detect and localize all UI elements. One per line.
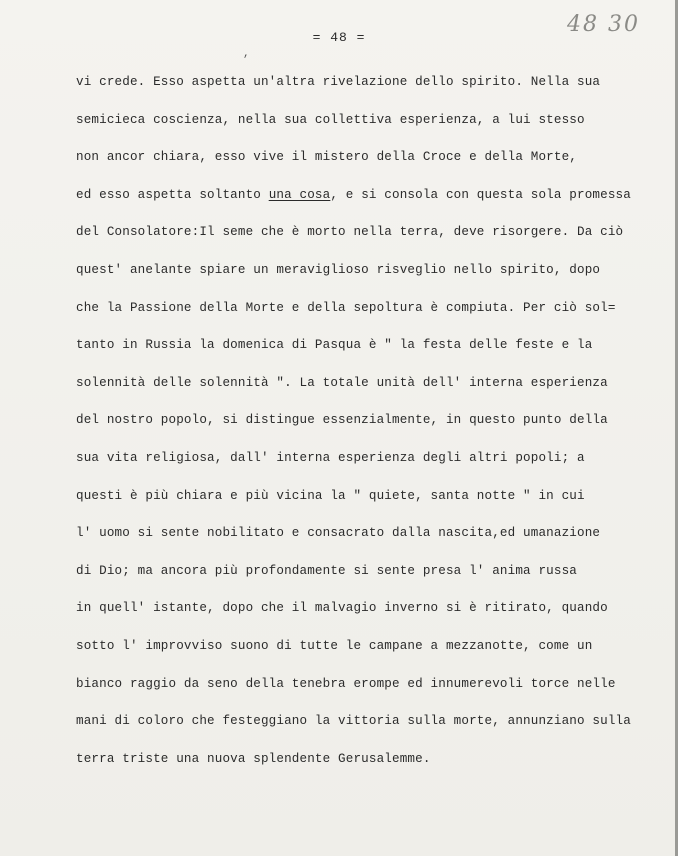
underlined-phrase: una cosa <box>268 187 331 202</box>
text-line: semicieca coscienza, nella sua collettiva esperienza, a lui stesso <box>76 112 585 127</box>
text-line: di Dio; ma ancora più profondamente si sente presa l' anima russa <box>76 563 577 578</box>
text-line: solennità delle solennità ". La totale unità dell' interna esperienza <box>76 375 608 390</box>
text-line: in quell' istante, dopo che il malvagio inverno si è ritirato, quando <box>76 601 608 616</box>
text-line: sua vita religiosa, dall' interna esperienza degli altri popoli; a <box>76 450 585 465</box>
text-line: bianco raggio da seno della tenebra erompe ed innumerevoli torce nelle <box>76 676 616 691</box>
page-number: = 48 = <box>312 30 366 45</box>
text-line: sotto l' improvviso suono di tutte le campane a mezzanotte, come un <box>76 638 593 653</box>
text-line: vi crede. Esso aspetta un'altra rivelazione dello spirito. Nella sua <box>76 75 601 89</box>
text-line: non ancor chiara, esso vive il mistero della Croce e della Morte, <box>76 150 577 165</box>
handwritten-page-note: 48 30 <box>567 12 640 37</box>
text-line: terra triste una nuova splendente Gerusalemme. <box>76 751 431 766</box>
text-line: questi è più chiara e più vicina la " quiete, santa notte " in cui <box>76 488 585 503</box>
ink-mark: , <box>243 48 250 60</box>
text-line <box>76 177 676 215</box>
text-segment: ed esso aspetta soltanto <box>76 187 269 202</box>
text-line: del nostro popolo, si distingue essenzialmente, in questo punto della <box>76 413 608 428</box>
text-segment: , e si consola con questa sola promessa <box>330 187 631 202</box>
text-line: l' uomo si sente nobilitato e consacrato dalla nascita,ed umanazione <box>76 526 601 541</box>
text-line: del Consolatore:Il seme che è morto nella terra, deve risorgere. Da ciò <box>76 225 624 240</box>
text-line: che la Passione della Morte e della sepoltura è compiuta. Per ciò sol= <box>76 300 616 315</box>
body-text <box>76 64 676 778</box>
text-line: quest' anelante spiare un meraviglioso risveglio nello spirito, dopo <box>76 262 601 277</box>
text-line: mani di coloro che festeggiano la vittoria sulla morte, annunziano sulla <box>76 714 631 729</box>
text-line: tanto in Russia la domenica di Pasqua è " la festa delle feste e la <box>76 338 593 353</box>
